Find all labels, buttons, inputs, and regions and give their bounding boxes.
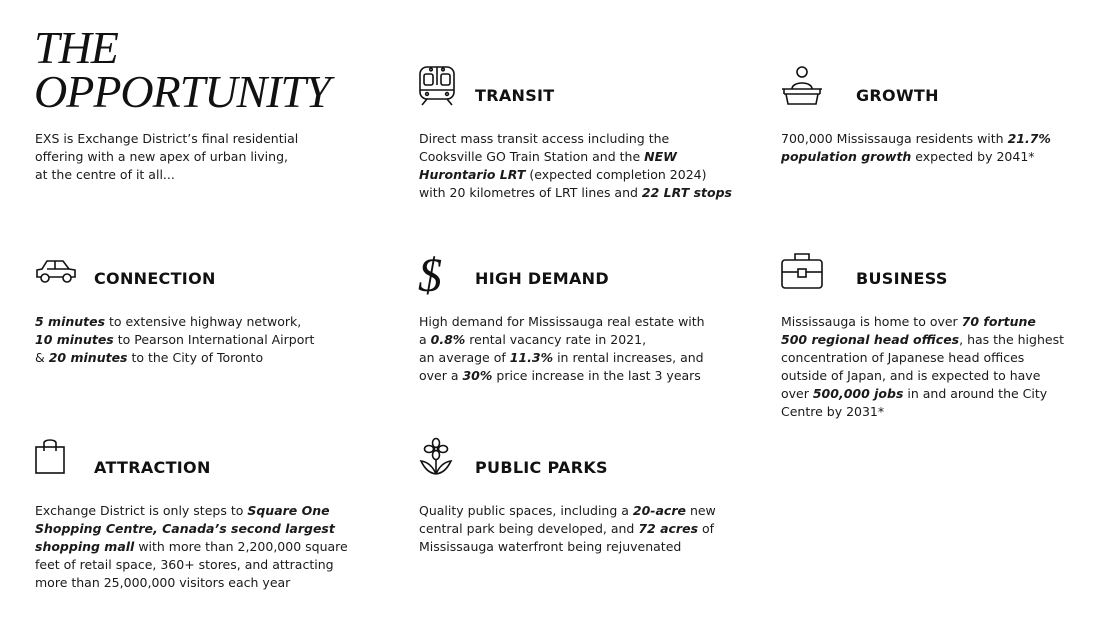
attraction-text: Exchange District is only steps to Square One Shopping Centre, Canada’s second largest shopping mall with more than 2,200,000 square feet of retail space, 360+ stores, and attracting more than 25,000,000 visitors each year bbox=[35, 503, 348, 590]
connection-text: 5 minutes to extensive highway network, 10 minutes to Pearson International Airport & 20 minutes to the City of Toronto bbox=[35, 314, 315, 365]
attraction-heading: ATTRACTION bbox=[94, 458, 211, 477]
connection-heading: CONNECTION bbox=[94, 269, 216, 288]
public-parks-text: Quality public spaces, including a 20-acre new central park being developed, and 72 acres of Mississauga waterfront being rejuvenated bbox=[419, 503, 716, 554]
title-line-1: THE bbox=[34, 22, 118, 73]
business-text: Mississauga is home to over 70 fortune 500 regional head offices, has the highest concentration of Japanese head offices outside of Japan, and is expected to have over 500,000 jobs in and around the City Centre by 2031* bbox=[781, 314, 1064, 419]
title-line-2: OPPORTUNITY bbox=[34, 66, 330, 117]
transit-text: Direct mass transit access including the Cooksville GO Train Station and the NEW Hurontario LRT (expected completion 2024) with 20 kilometres of LRT lines and 22 LRT stops bbox=[419, 131, 732, 200]
public-parks-heading: PUBLIC PARKS bbox=[475, 458, 608, 477]
dollar-icon: $ bbox=[418, 249, 442, 302]
transit-heading: TRANSIT bbox=[475, 86, 555, 105]
intro-text: EXS is Exchange District’s final residential offering with a new apex of urban living, at the centre of it all... bbox=[35, 131, 299, 182]
growth-text: 700,000 Mississauga residents with 21.7% population growth expected by 2041* bbox=[781, 131, 1051, 164]
high-demand-text: High demand for Mississauga real estate with a 0.8% rental vacancy rate in 2021, an average of 11.3% in rental increases, and over a 30% price increase in the last 3 years bbox=[419, 314, 705, 383]
briefcase-icon bbox=[780, 252, 824, 290]
car-icon bbox=[34, 258, 78, 284]
high-demand-heading: HIGH DEMAND bbox=[475, 269, 609, 288]
shopping-bag-icon bbox=[34, 437, 66, 475]
page-title bbox=[34, 22, 330, 117]
speaker-podium-icon bbox=[780, 65, 824, 107]
growth-heading: GROWTH bbox=[856, 86, 939, 105]
train-icon bbox=[418, 65, 456, 107]
flower-icon bbox=[418, 437, 454, 477]
business-heading: BUSINESS bbox=[856, 269, 948, 288]
